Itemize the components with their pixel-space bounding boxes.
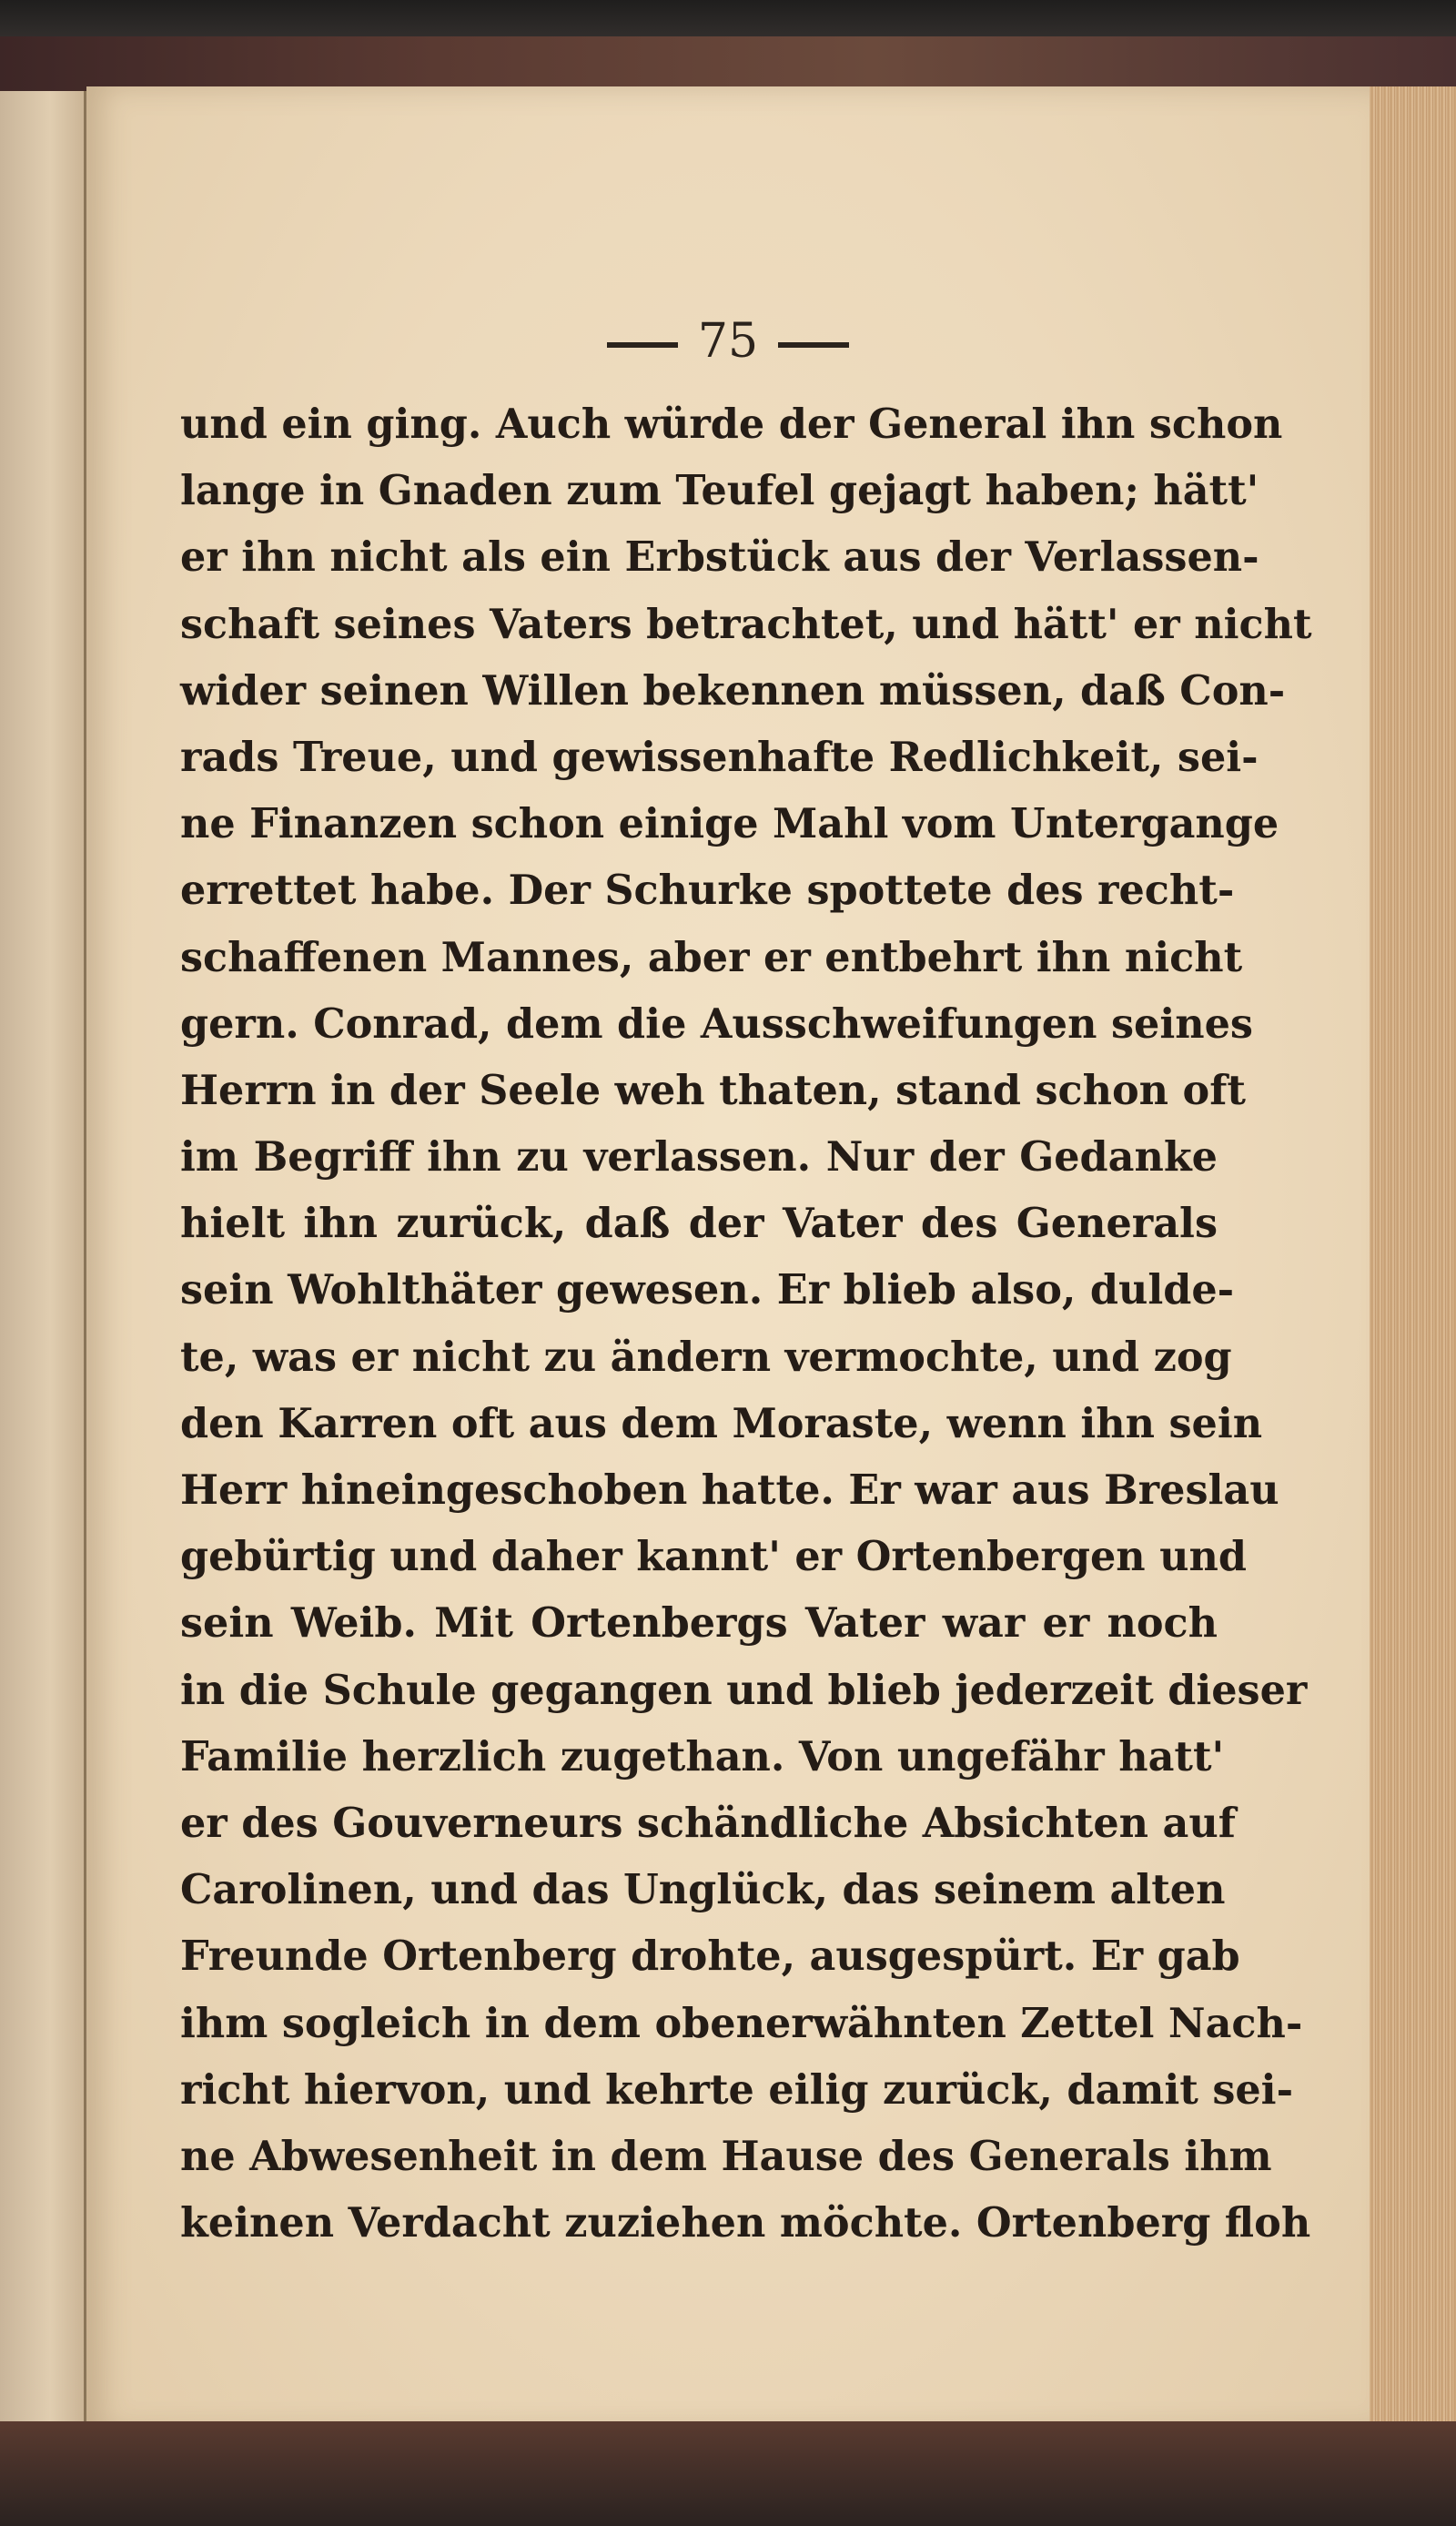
text-line: er ihn nicht als ein Erbstück aus der Verlassen- <box>180 533 1259 582</box>
text-line: und ein ging. Auch würde der General ihn schon <box>180 401 1283 448</box>
text-line: richt hiervon, und kehrte eilig zurück, damit sei- <box>180 2065 1294 2114</box>
text-line: schaffenen Mannes, aber er entbehrt ihn nicht <box>180 933 1243 981</box>
text-line: Familie herzlich zugethan. Von ungefähr hatt' <box>180 1732 1225 1780</box>
header-dash-left <box>607 342 678 348</box>
page-text <box>180 391 1312 2257</box>
text-line: Herr hineingeschoben hatte. Er war aus Breslau <box>180 1466 1279 1514</box>
text-line: errettet habe. Der Schurke spottete des recht- <box>180 867 1235 915</box>
text-line: wider seinen Willen bekennen müssen, daß Con- <box>180 666 1286 715</box>
left-page-edge <box>0 91 86 2430</box>
header-dash-right <box>778 342 849 348</box>
text-line: ihm sogleich in dem obenerwähnten Zettel Nach- <box>180 1999 1303 2047</box>
text-line: keinen Verdacht zuziehen möchte. Ortenberg floh <box>180 2199 1311 2247</box>
text-line: hielt ihn zurück, daß der Vater des Generals <box>180 1200 1218 1248</box>
text-line: ne Abwesenheit in dem Hause des Generals ihm <box>180 2132 1272 2180</box>
text-line: lange in Gnaden zum Teufel gejagt haben; hätt' <box>180 467 1259 515</box>
text-line: ne Finanzen schon einige Mahl vom Untergange <box>180 800 1279 848</box>
text-line: im Begriff ihn zu verlassen. Nur der Gedanke <box>180 1133 1218 1182</box>
text-line: gern. Conrad, dem die Ausschweifungen seines <box>180 999 1253 1048</box>
text-line: Carolinen, und das Unglück, das seinem alten <box>180 1866 1226 1914</box>
text-line: in die Schule gegangen und blieb jederzeit dieser <box>180 1666 1308 1714</box>
text-line: sein Weib. Mit Ortenbergs Vater war er noch <box>180 1599 1218 1648</box>
text-line: gebürtig und daher kannt' er Ortenbergen und <box>180 1533 1247 1581</box>
text-line: er des Gouverneurs schändliche Absichten auf <box>180 1799 1236 1847</box>
text-line: sein Wohlthäter gewesen. Er blieb also, dulde- <box>180 1266 1235 1314</box>
text-line: Freunde Ortenberg drohte, ausgespürt. Er gab <box>180 1933 1240 1981</box>
book-bottom-edge <box>0 2421 1456 2526</box>
page-number: 75 <box>697 314 759 369</box>
page-header <box>0 314 1456 369</box>
text-line: schaft seines Vaters betrachtet, und hätt' er nicht <box>180 600 1312 648</box>
text-line: den Karren oft aus dem Moraste, wenn ihn sein <box>180 1399 1263 1447</box>
page-stack-edges <box>1370 86 1456 2430</box>
text-line: rads Treue, und gewissenhafte Redlichkeit, sei- <box>180 733 1259 781</box>
text-line: te, was er nicht zu ändern vermochte, und zog <box>180 1333 1232 1381</box>
text-line: Herrn in der Seele weh thaten, stand schon oft <box>180 1066 1246 1114</box>
